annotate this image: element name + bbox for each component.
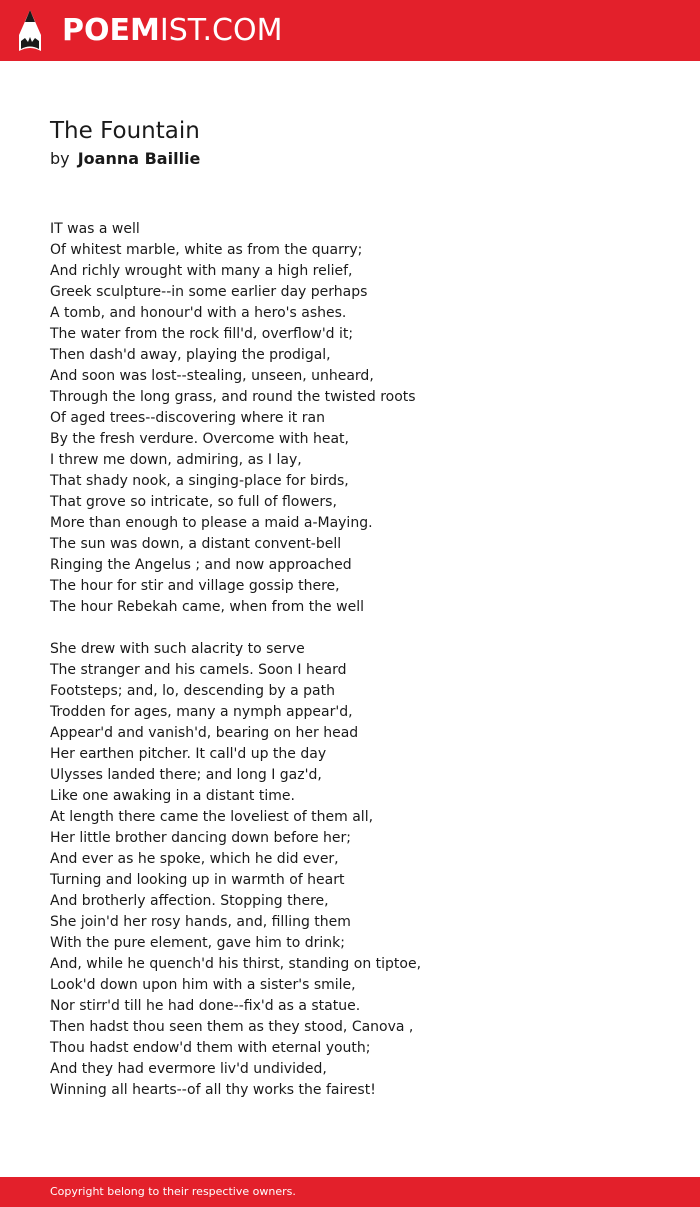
poem-line: And ever as he spoke, which he did ever, bbox=[50, 851, 339, 867]
poem-line: And richly wrought with many a high relief, bbox=[50, 263, 353, 279]
stanza bbox=[50, 219, 650, 618]
copyright-text: Copyright belong to their respective owners. bbox=[50, 1185, 296, 1198]
poem-line: Of aged trees--discovering where it ran bbox=[50, 410, 325, 426]
poem-line: That shady nook, a singing-place for birds, bbox=[50, 473, 349, 489]
poem-line: The hour Rebekah came, when from the well bbox=[50, 599, 364, 615]
poem-line: Then hadst thou seen them as they stood, Canova , bbox=[50, 1019, 414, 1035]
poem-byline bbox=[50, 149, 200, 169]
poem-line: Ringing the Angelus ; and now approached bbox=[50, 557, 352, 573]
poem-line: Greek sculpture--in some earlier day perhaps bbox=[50, 284, 368, 300]
poem-line: Look'd down upon him with a sister's smile, bbox=[50, 977, 356, 993]
poem-line: That grove so intricate, so full of flowers, bbox=[50, 494, 337, 510]
poem-line: Nor stirr'd till he had done--fix'd as a statue. bbox=[50, 998, 361, 1014]
site-footer bbox=[0, 1177, 700, 1207]
site-logo[interactable] bbox=[62, 11, 282, 51]
poem-line: At length there came the loveliest of them all, bbox=[50, 809, 374, 825]
poem-line: A tomb, and honour'd with a hero's ashes. bbox=[50, 305, 347, 321]
poem-line: And soon was lost--stealing, unseen, unheard, bbox=[50, 368, 374, 384]
poem-line: Winning all hearts--of all thy works the fairest! bbox=[50, 1082, 376, 1098]
poem-line: Trodden for ages, many a nymph appear'd, bbox=[50, 704, 353, 720]
logo-text-light: IST.COM bbox=[159, 13, 283, 48]
poem-line: Appear'd and vanish'd, bearing on her head bbox=[50, 725, 359, 741]
logo-text-bold: POEM bbox=[62, 13, 160, 48]
author-name: Joanna Baillie bbox=[77, 149, 201, 168]
poem-line: And, while he quench'd his thirst, standing on tiptoe, bbox=[50, 956, 422, 972]
poem-line: IT was a well bbox=[50, 221, 140, 237]
poem-line: Turning and looking up in warmth of heart bbox=[50, 872, 345, 888]
poem-line: Through the long grass, and round the twisted roots bbox=[50, 389, 416, 405]
poem-line: Then dash'd away, playing the prodigal, bbox=[50, 347, 331, 363]
poem-line: And they had evermore liv'd undivided, bbox=[50, 1061, 327, 1077]
poem-line: Her earthen pitcher. It call'd up the day bbox=[50, 746, 327, 762]
poem-line: Footsteps; and, lo, descending by a path bbox=[50, 683, 335, 699]
poem-line: By the fresh verdure. Overcome with heat, bbox=[50, 431, 349, 447]
poem-line: Like one awaking in a distant time. bbox=[50, 788, 295, 804]
poem-line: Her little brother dancing down before her; bbox=[50, 830, 351, 846]
poem-line: The sun was down, a distant convent-bell bbox=[50, 536, 342, 552]
poem-line: More than enough to please a maid a-Maying. bbox=[50, 515, 373, 531]
poem-line: The hour for stir and village gossip there, bbox=[50, 578, 340, 594]
stanza bbox=[50, 639, 650, 1101]
pencil-icon[interactable] bbox=[17, 9, 43, 53]
poem-line: The stranger and his camels. Soon I heard bbox=[50, 662, 347, 678]
poem-line: And brotherly affection. Stopping there, bbox=[50, 893, 329, 909]
poem-line: Thou hadst endow'd them with eternal youth; bbox=[50, 1040, 371, 1056]
poem-line: The water from the rock fill'd, overflow'd it; bbox=[50, 326, 354, 342]
poem-title: The Fountain bbox=[50, 118, 200, 144]
site-header bbox=[0, 0, 700, 61]
poem-line: Ulysses landed there; and long I gaz'd, bbox=[50, 767, 322, 783]
poem-line: Of whitest marble, white as from the quarry; bbox=[50, 242, 363, 258]
poem-line: With the pure element, gave him to drink; bbox=[50, 935, 345, 951]
poem-line: She join'd her rosy hands, and, filling them bbox=[50, 914, 351, 930]
poem-line: I threw me down, admiring, as I lay, bbox=[50, 452, 302, 468]
poem-line: She drew with such alacrity to serve bbox=[50, 641, 305, 657]
by-label: by bbox=[50, 149, 70, 168]
poem-body bbox=[50, 219, 650, 1122]
